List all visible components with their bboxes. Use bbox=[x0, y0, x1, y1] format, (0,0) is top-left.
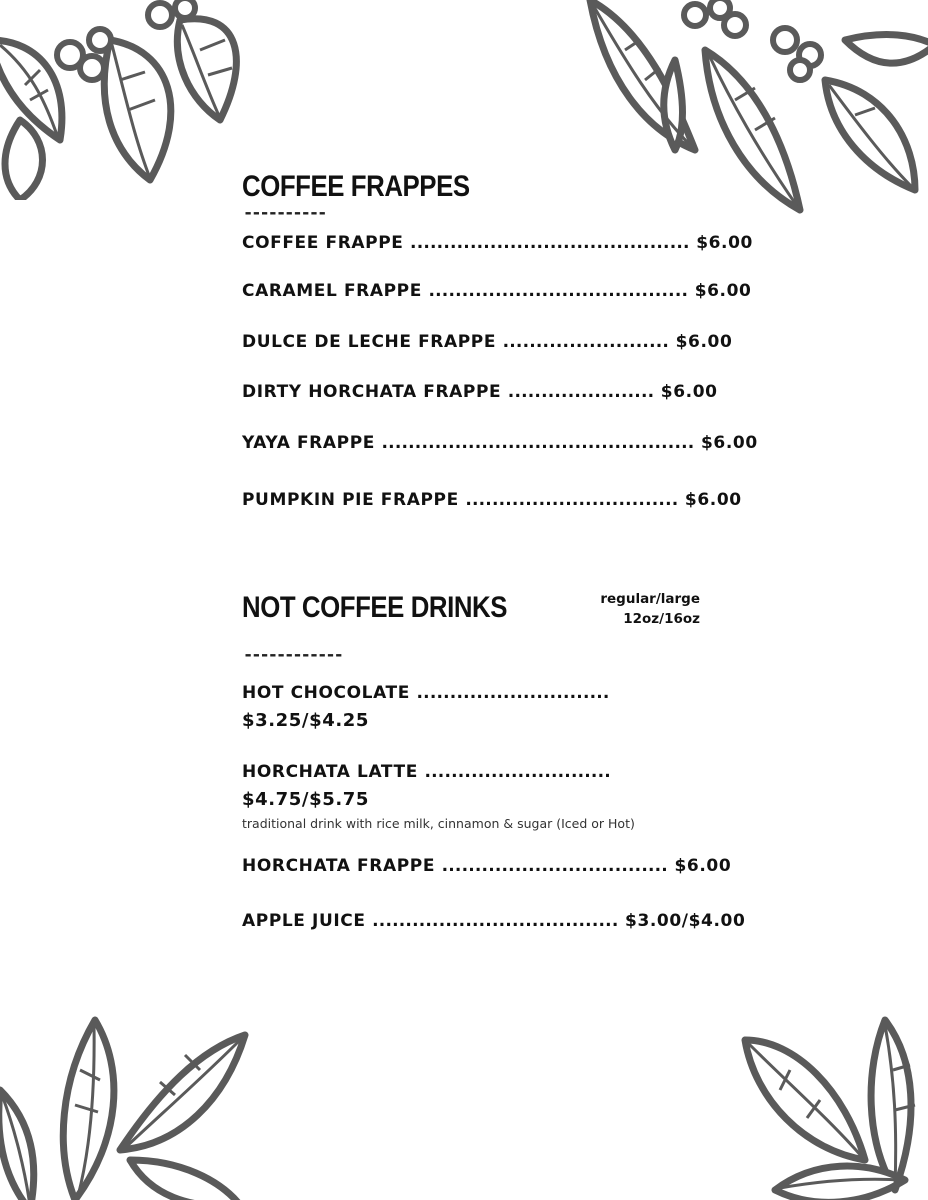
item-price: $6.00 bbox=[696, 233, 753, 253]
item-price: $6.00 bbox=[674, 856, 732, 876]
leader-dots: ................................ bbox=[465, 490, 679, 510]
coffee-leaves-top-left-illustration bbox=[0, 0, 240, 200]
item-price: $6.00 bbox=[660, 382, 718, 402]
menu-item-hot-chocolate bbox=[242, 683, 610, 703]
menu-item-dulce-de-leche-frappe bbox=[242, 332, 732, 352]
not-coffee-drinks-title: NOT COFFEE DRINKS bbox=[242, 591, 508, 624]
item-price: $6.00 bbox=[675, 332, 733, 352]
leader-dots: ............................. bbox=[416, 683, 610, 703]
item-name: YAYA FRAPPE bbox=[242, 433, 375, 453]
item-name: HOT CHOCOLATE bbox=[242, 683, 410, 703]
leader-dots: ....................................... bbox=[428, 281, 689, 301]
not-coffee-drinks-underline: ------------ bbox=[243, 645, 342, 665]
item-name: HORCHATA LATTE bbox=[242, 762, 418, 782]
item-name: DIRTY HORCHATA FRAPPE bbox=[242, 382, 502, 402]
item-name: APPLE JUICE bbox=[242, 911, 366, 931]
menu-item-yaya-frappe bbox=[242, 433, 758, 453]
horchata-latte-price: $4.75/$5.75 bbox=[242, 789, 370, 810]
coffee-leaves-top-right-illustration bbox=[585, 0, 928, 215]
size-legend bbox=[600, 589, 700, 629]
hot-chocolate-price: $3.25/$4.25 bbox=[242, 710, 370, 731]
menu-item-pumpkin-pie-frappe bbox=[242, 490, 742, 510]
leader-dots: ......................... bbox=[502, 332, 670, 352]
coffee-leaves-bottom-right-illustration bbox=[735, 1010, 928, 1200]
item-price: $6.00 bbox=[684, 490, 742, 510]
item-price: $6.00 bbox=[694, 281, 752, 301]
leader-dots: ............................................... bbox=[381, 433, 695, 453]
menu-item-dirty-horchata-frappe bbox=[242, 382, 718, 402]
item-price: $6.00 bbox=[700, 433, 758, 453]
menu-item-apple-juice bbox=[242, 911, 745, 931]
leader-dots: ..................................... bbox=[372, 911, 619, 931]
item-name: HORCHATA FRAPPE bbox=[242, 856, 436, 876]
coffee-leaves-bottom-left-illustration bbox=[0, 1010, 250, 1200]
item-name: DULCE DE LECHE FRAPPE bbox=[242, 332, 497, 352]
size-oz: 12oz/16oz bbox=[623, 611, 700, 627]
item-price: $3.00/$4.00 bbox=[625, 911, 746, 931]
horchata-latte-description: traditional drink with rice milk, cinnamon & sugar (Iced or Hot) bbox=[242, 816, 635, 831]
leader-dots: ...................... bbox=[507, 382, 655, 402]
item-name: CARAMEL FRAPPE bbox=[242, 281, 422, 301]
coffee-frappes-underline: ---------- bbox=[243, 203, 326, 223]
leader-dots: ............................ bbox=[424, 762, 611, 782]
leader-dots: .......................................... bbox=[410, 233, 690, 253]
menu-item-coffee-frappe bbox=[242, 233, 753, 253]
menu-item-caramel-frappe bbox=[242, 281, 751, 301]
coffee-frappes-title: COFFEE FRAPPES bbox=[242, 170, 470, 203]
menu-item-horchata-frappe bbox=[242, 856, 731, 876]
size-label: regular/large bbox=[600, 591, 700, 607]
item-name: PUMPKIN PIE FRAPPE bbox=[242, 490, 459, 510]
item-name: COFFEE FRAPPE bbox=[242, 233, 404, 253]
leader-dots: .................................. bbox=[441, 856, 668, 876]
menu-item-horchata-latte bbox=[242, 762, 611, 782]
